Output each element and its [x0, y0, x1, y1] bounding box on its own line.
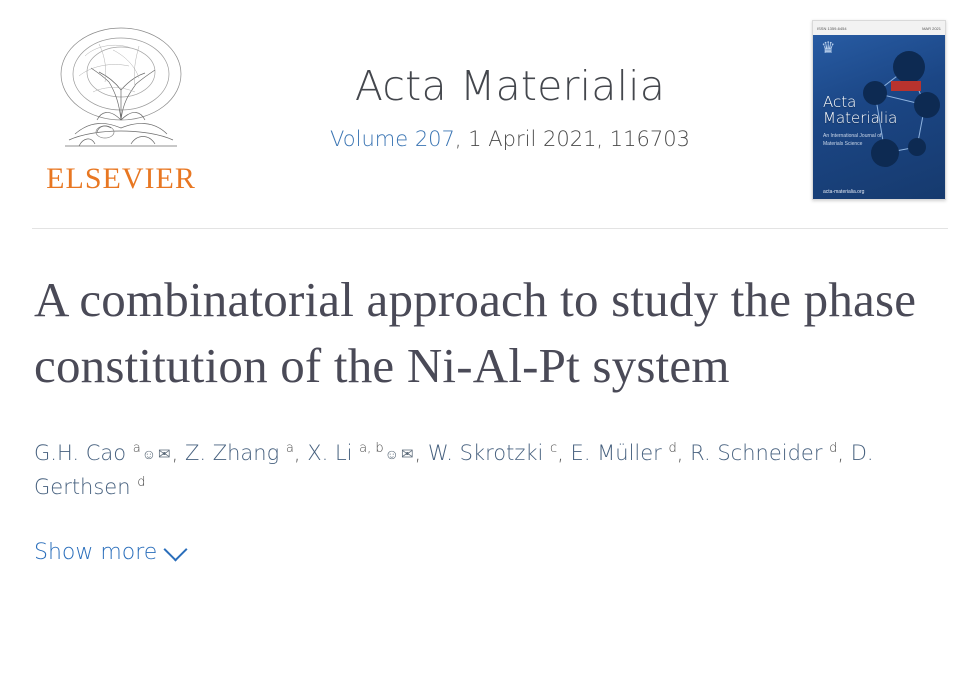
publisher-logo[interactable]	[28, 12, 214, 196]
cover-subtitle: An International Journal of Materials Science	[823, 133, 882, 147]
cover-title-line2: Materialia	[823, 108, 898, 127]
author-separator: ,	[171, 441, 185, 466]
person-icon[interactable]: ☺	[384, 447, 399, 464]
author-separator: ,	[837, 441, 851, 466]
cover-date: MAR 2021	[922, 25, 941, 31]
cover-emblem-icon: ♛	[821, 40, 836, 57]
elsevier-tree-logo-icon	[35, 16, 207, 166]
journal-issue-meta	[214, 127, 806, 151]
author-name[interactable]: W. Skrotzki	[427, 441, 551, 466]
author-affiliation-marker[interactable]: a	[285, 441, 294, 457]
volume-link[interactable]: Volume 207	[330, 127, 455, 152]
show-more-label: Show more	[34, 540, 158, 566]
author-affiliation-marker[interactable]: d	[668, 441, 677, 457]
author-affiliation-marker[interactable]: a	[132, 441, 141, 457]
author-affiliation-marker[interactable]: d	[829, 441, 838, 457]
author-separator: ,	[557, 441, 571, 466]
author-list	[34, 436, 944, 504]
author-affiliation-marker[interactable]: a, b	[359, 441, 384, 457]
author-separator: ,	[676, 441, 691, 466]
author-name[interactable]: Z. Zhang	[184, 441, 286, 466]
author-name[interactable]: D. Gerthsen	[34, 441, 874, 500]
journal-title[interactable]: Acta Materialia	[354, 62, 666, 110]
journal-header	[0, 0, 980, 228]
envelope-icon[interactable]: ✉	[400, 445, 414, 464]
author-separator: ,	[293, 441, 308, 466]
author-name[interactable]: X. Li	[307, 441, 360, 466]
article-block	[0, 229, 980, 565]
cover-title-line1: Acta	[823, 93, 857, 111]
cover-footer-text: acta-materialia.org	[823, 189, 865, 195]
issue-date-text: , 1 April 2021, 116703	[454, 127, 690, 152]
page-title: A combinatorial approach to study the phase constitution of the Ni-Al-Pt system	[34, 272, 917, 393]
author-name[interactable]: R. Schneider	[690, 441, 830, 466]
show-more-button[interactable]	[34, 540, 184, 565]
author-name[interactable]: E. Müller	[570, 441, 669, 466]
cover-issn: ISSN 1359-6454	[817, 25, 847, 31]
cover-title	[823, 95, 897, 127]
journal-cover-wrapper	[806, 12, 946, 200]
chevron-down-icon	[164, 538, 188, 562]
envelope-icon[interactable]: ✉	[158, 445, 171, 464]
person-icon[interactable]: ☺	[141, 447, 157, 464]
author-affiliation-marker[interactable]: d	[137, 475, 146, 491]
author-name[interactable]: G.H. Cao	[34, 441, 133, 466]
author-separator: ,	[414, 441, 428, 466]
journal-info	[214, 12, 806, 151]
journal-cover-image[interactable]	[812, 20, 946, 200]
author-affiliation-marker[interactable]: c	[550, 441, 558, 457]
publisher-name: ELSEVIER	[46, 162, 196, 195]
